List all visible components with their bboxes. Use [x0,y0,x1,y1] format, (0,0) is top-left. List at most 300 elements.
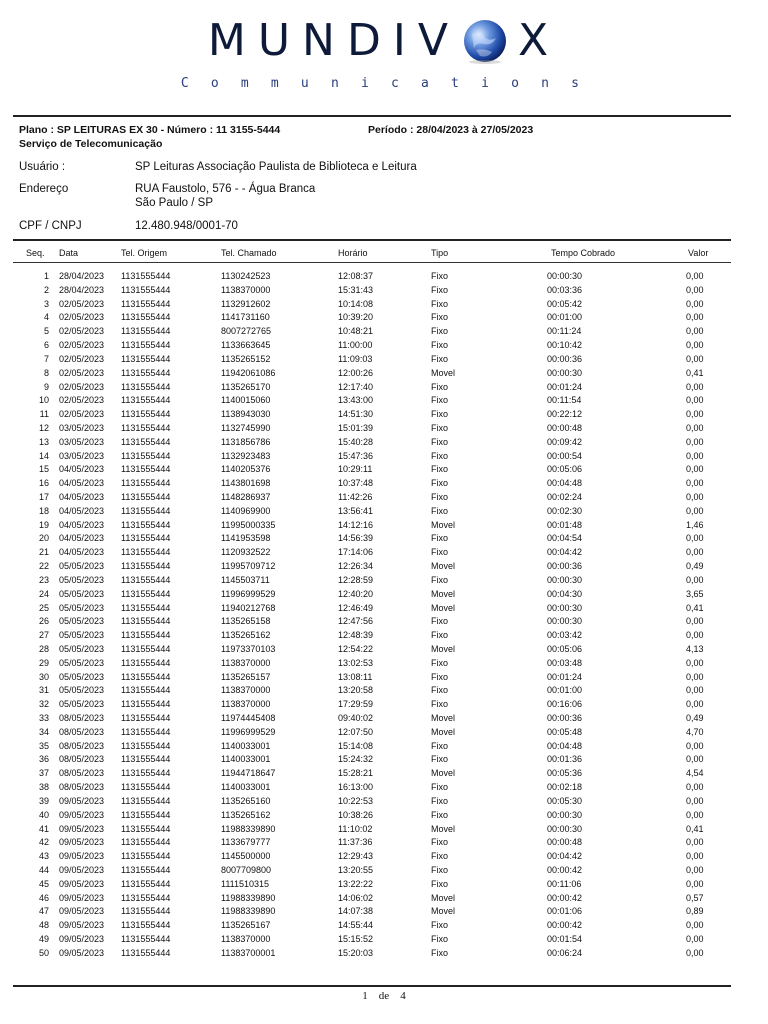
cell-time: 13:08:11 [338,671,373,682]
cell-value: 0,00 [686,878,704,889]
cell-origin: 1131555444 [121,754,171,765]
cell-called: 1140205376 [221,464,271,475]
cell-value: 0,00 [686,864,704,875]
cell-seq: 35 [38,740,49,751]
cell-seq: 4 [43,312,49,323]
cell-seq: 24 [38,588,49,599]
cell-seq: 20 [38,533,49,544]
col-header-called: Tel. Chamado [221,248,277,258]
cell-time: 14:51:30 [338,409,374,420]
cell-type: Fixo [431,340,449,351]
page-current: 1 [362,990,368,1002]
cell-origin: 1131555444 [121,574,171,585]
cell-seq: 39 [38,795,49,806]
cell-time: 12:00:26 [338,367,374,378]
cell-type: Fixo [431,450,449,461]
cell-time: 15:14:08 [338,740,374,751]
cell-time: 11:10:02 [338,823,373,834]
col-header-type: Tipo [431,248,449,258]
cell-type: Fixo [431,630,449,641]
cell-origin: 1131555444 [121,547,171,558]
cell-type: Fixo [431,782,449,793]
cell-time: 12:28:59 [338,574,374,585]
cell-type: Fixo [431,740,449,751]
cell-value: 0,00 [686,340,704,351]
table-row [0,381,768,395]
cell-origin: 1131555444 [121,340,171,351]
cell-duration: 00:00:42 [547,864,583,875]
bottom-divider [13,985,731,987]
brand-name-part1: MUNDIV [207,15,460,66]
cell-duration: 00:01:06 [547,906,583,917]
table-row [0,823,768,837]
cell-origin: 1131555444 [121,478,171,489]
cell-called: 1135265157 [221,671,271,682]
cell-duration: 00:03:36 [547,284,583,295]
cell-type: Fixo [431,685,449,696]
col-header-origin: Tel. Origem [121,248,168,258]
cell-origin: 1131555444 [121,768,171,779]
table-row [0,422,768,436]
cell-type: Movel [431,906,456,917]
cell-called: 1133663645 [221,340,271,351]
cell-date: 03/05/2023 [59,450,105,461]
cell-origin: 1131555444 [121,630,171,641]
cell-called: 1138370000 [221,657,271,668]
cell-date: 04/05/2023 [59,519,105,530]
cell-time: 12:17:40 [338,381,374,392]
table-row [0,740,768,754]
cell-value: 0,00 [686,505,704,516]
cell-seq: 28 [38,643,49,654]
cell-seq: 47 [38,906,49,917]
cell-value: 4,70 [686,726,704,737]
cell-type: Fixo [431,837,449,848]
cell-value: 0,00 [686,934,704,944]
table-row [0,781,768,795]
cell-origin: 1131555444 [121,271,171,281]
cell-type: Fixo [431,934,449,944]
cell-duration: 00:11:06 [547,878,582,889]
cell-origin: 1131555444 [121,298,171,309]
cell-time: 15:24:32 [338,754,374,765]
cell-seq: 1 [43,271,49,281]
cell-seq: 50 [38,947,49,958]
cell-origin: 1131555444 [121,713,171,723]
cell-value: 0,00 [686,920,704,931]
cell-date: 09/05/2023 [59,851,105,862]
cell-date: 04/05/2023 [59,505,105,516]
cell-seq: 19 [38,519,49,530]
cell-seq: 18 [38,505,49,516]
cell-value: 0,00 [686,574,704,585]
cell-origin: 1131555444 [121,657,171,668]
cell-origin: 1131555444 [121,906,171,917]
cell-date: 05/05/2023 [59,685,105,696]
cell-date: 09/05/2023 [59,947,105,958]
cell-value: 0,00 [686,947,704,958]
table-row [0,339,768,353]
cell-duration: 00:05:06 [547,464,583,475]
cell-type: Fixo [431,533,449,544]
table-row [0,919,768,933]
cell-value: 0,00 [686,271,704,281]
cell-date: 09/05/2023 [59,892,105,903]
cell-seq: 2 [43,284,49,295]
cell-called: 1135265170 [221,381,271,392]
cell-called: 11995000335 [221,519,276,530]
cell-value: 0,00 [686,671,704,682]
cell-time: 11:09:03 [338,353,373,364]
cpf-value: 12.480.948/0001-70 [135,220,238,232]
cell-type: Fixo [431,326,449,337]
cell-origin: 1131555444 [121,892,171,903]
table-row [0,753,768,767]
cell-seq: 9 [43,381,49,392]
cell-value: 0,00 [686,616,704,627]
cell-called: 1111510315 [221,878,270,889]
cell-value: 4,13 [686,643,704,654]
cell-seq: 17 [38,492,49,502]
table-row [0,588,768,602]
table-row [0,698,768,712]
cell-origin: 1131555444 [121,837,171,848]
cell-time: 13:20:58 [338,685,374,696]
cell-date: 04/05/2023 [59,547,105,558]
cell-origin: 1131555444 [121,809,171,820]
table-row [0,850,768,864]
cell-time: 10:38:26 [338,809,374,820]
cell-duration: 00:04:30 [547,588,583,599]
table-row [0,394,768,408]
address-line1: RUA Faustolo, 576 - - Água Branca [135,183,316,195]
cell-type: Movel [431,367,456,378]
cell-duration: 00:04:48 [547,478,583,489]
cell-value: 0,00 [686,464,704,475]
cell-seq: 10 [38,395,49,406]
cell-seq: 14 [38,450,49,461]
cell-called: 1138943030 [221,409,271,420]
cell-date: 28/04/2023 [59,284,105,295]
cell-called: 11942061086 [221,367,276,378]
cell-duration: 00:16:06 [547,699,583,710]
col-header-date: Data [59,248,79,258]
table-row [0,905,768,919]
cell-time: 12:54:22 [338,643,374,654]
cell-value: 0,00 [686,381,704,392]
table-row [0,892,768,906]
cell-value: 0,00 [686,284,704,295]
cell-duration: 00:00:36 [547,353,583,364]
cell-duration: 00:01:00 [547,685,583,696]
cell-time: 10:29:11 [338,464,373,475]
call-table [0,270,768,961]
cell-seq: 45 [38,878,49,889]
cell-called: 11996999529 [221,726,276,737]
cell-origin: 1131555444 [121,643,171,654]
cell-type: Fixo [431,436,449,447]
cell-origin: 1131555444 [121,284,171,295]
cell-value: 0,41 [686,823,704,834]
address-line2: São Paulo / SP [135,197,213,209]
cell-value: 0,00 [686,685,704,696]
cell-called: 11944718647 [221,768,276,779]
page-indicator [0,990,768,1002]
cell-date: 02/05/2023 [59,395,105,406]
cell-seq: 44 [38,864,49,875]
cell-date: 02/05/2023 [59,367,105,378]
cell-date: 05/05/2023 [59,602,105,613]
cell-called: 1138370000 [221,685,271,696]
cell-origin: 1131555444 [121,795,171,806]
cell-type: Fixo [431,947,449,958]
cell-seq: 26 [38,616,49,627]
cell-seq: 32 [38,699,49,710]
cell-seq: 37 [38,768,49,779]
cell-type: Fixo [431,464,449,475]
cell-time: 11:37:36 [338,837,373,848]
cell-value: 0,00 [686,795,704,806]
table-row [0,491,768,505]
cell-seq: 29 [38,657,49,668]
table-row [0,643,768,657]
cell-duration: 00:02:30 [547,505,583,516]
cell-date: 09/05/2023 [59,920,105,931]
cell-called: 1120932522 [221,547,271,558]
cell-type: Fixo [431,657,449,668]
cell-duration: 00:01:54 [547,934,583,944]
table-row [0,298,768,312]
cell-type: Movel [431,519,456,530]
cell-value: 0,00 [686,740,704,751]
cell-time: 12:29:43 [338,851,374,862]
cell-date: 09/05/2023 [59,795,105,806]
cell-seq: 48 [38,920,49,931]
cell-duration: 00:00:30 [547,809,583,820]
table-row [0,615,768,629]
cell-duration: 00:00:36 [547,713,583,723]
cell-called: 1131856786 [221,436,271,447]
cell-called: 8007272765 [221,326,272,337]
cell-time: 14:06:02 [338,892,374,903]
table-row [0,532,768,546]
cell-origin: 1131555444 [121,326,171,337]
cell-origin: 1131555444 [121,851,171,862]
cell-date: 04/05/2023 [59,464,105,475]
cell-time: 13:43:00 [338,395,374,406]
cell-called: 11996999529 [221,588,276,599]
cell-time: 15:20:03 [338,947,374,958]
cell-duration: 00:05:36 [547,768,583,779]
cell-duration: 00:01:24 [547,671,583,682]
cell-duration: 00:00:54 [547,450,583,461]
cell-called: 1140015060 [221,395,271,406]
cell-type: Movel [431,713,456,723]
cell-type: Fixo [431,616,449,627]
cell-origin: 1131555444 [121,878,171,889]
cell-duration: 00:00:30 [547,616,583,627]
cell-called: 1135265167 [221,920,271,931]
cell-origin: 1131555444 [121,602,171,613]
cell-date: 08/05/2023 [59,768,105,779]
cell-seq: 43 [38,851,49,862]
cell-date: 05/05/2023 [59,561,105,572]
table-row [0,436,768,450]
cell-type: Fixo [431,395,449,406]
cell-origin: 1131555444 [121,726,171,737]
table-row [0,795,768,809]
cell-value: 0,00 [686,657,704,668]
cell-duration: 00:05:06 [547,643,583,654]
cell-value: 0,00 [686,782,704,793]
table-row [0,684,768,698]
table-row [0,836,768,850]
cell-time: 09:40:02 [338,713,374,723]
cell-value: 3,65 [686,588,704,599]
cell-duration: 00:04:48 [547,740,583,751]
cell-time: 11:00:00 [338,340,373,351]
cell-value: 0,41 [686,367,704,378]
cell-date: 09/05/2023 [59,934,105,944]
cell-origin: 1131555444 [121,312,171,323]
cell-seq: 49 [38,934,49,944]
cell-date: 02/05/2023 [59,298,105,309]
cell-time: 12:07:50 [338,726,374,737]
cell-time: 12:47:56 [338,616,374,627]
cell-date: 08/05/2023 [59,782,105,793]
cell-value: 0,89 [686,906,704,917]
cell-value: 0,00 [686,851,704,862]
cell-type: Movel [431,823,456,834]
cell-called: 1135265162 [221,809,271,820]
cell-origin: 1131555444 [121,740,171,751]
cell-date: 05/05/2023 [59,574,105,585]
plan-number: Plano : SP LEITURAS EX 30 - Número : 11 3155-5444 [19,124,281,136]
cell-duration: 00:04:42 [547,851,583,862]
cell-value: 0,00 [686,699,704,710]
cell-origin: 1131555444 [121,616,171,627]
cell-type: Fixo [431,298,449,309]
cell-duration: 00:00:48 [547,422,583,433]
cell-date: 03/05/2023 [59,436,105,447]
cell-called: 1145500000 [221,851,271,862]
cell-origin: 1131555444 [121,588,171,599]
cell-time: 15:31:43 [338,284,374,295]
cell-duration: 00:11:24 [547,326,582,337]
table-row [0,712,768,726]
table-row [0,519,768,533]
cell-seq: 12 [38,422,49,433]
cell-origin: 1131555444 [121,947,171,958]
cell-date: 04/05/2023 [59,492,105,502]
cell-time: 15:15:52 [338,934,374,944]
cell-origin: 1131555444 [121,864,171,875]
cell-date: 05/05/2023 [59,630,105,641]
cell-date: 09/05/2023 [59,878,105,889]
col-header-duration: Tempo Cobrado [551,248,616,258]
cell-type: Fixo [431,312,449,323]
cell-type: Fixo [431,353,449,364]
cell-origin: 1131555444 [121,533,171,544]
page-total: 4 [400,990,406,1002]
cell-origin: 1131555444 [121,450,171,461]
cell-date: 02/05/2023 [59,409,105,420]
cell-type: Movel [431,561,456,572]
cell-time: 13:02:53 [338,657,374,668]
table-row [0,353,768,367]
cell-type: Fixo [431,409,449,420]
cell-type: Fixo [431,809,449,820]
cell-time: 10:48:21 [338,326,374,337]
cell-time: 11:42:26 [338,492,373,502]
cell-seq: 11 [39,409,49,420]
cell-called: 1140033001 [221,754,271,765]
cell-seq: 16 [38,478,49,489]
cell-called: 1138370000 [221,699,271,710]
cell-date: 09/05/2023 [59,906,105,917]
cell-seq: 8 [43,367,49,378]
cell-type: Fixo [431,795,449,806]
cell-seq: 31 [38,685,49,696]
cell-type: Fixo [431,547,449,558]
table-row [0,505,768,519]
cell-time: 15:28:21 [338,768,374,779]
cell-origin: 1131555444 [121,699,171,710]
cell-type: Movel [431,726,456,737]
cell-date: 08/05/2023 [59,740,105,751]
cell-called: 1148286937 [221,492,271,502]
cell-date: 09/05/2023 [59,809,105,820]
cell-called: 1132923483 [221,450,271,461]
cell-type: Fixo [431,574,449,585]
table-row [0,311,768,325]
cell-called: 1141731160 [221,312,270,323]
cell-value: 4,54 [686,768,704,779]
table-row [0,809,768,823]
cell-seq: 21 [38,547,49,558]
cell-seq: 38 [38,782,49,793]
cell-date: 09/05/2023 [59,864,105,875]
cell-called: 11974445408 [221,713,276,723]
cell-duration: 00:01:48 [547,519,583,530]
cell-value: 0,00 [686,298,704,309]
cell-seq: 34 [38,726,49,737]
table-row [0,726,768,740]
table-row [0,602,768,616]
cell-date: 08/05/2023 [59,726,105,737]
cell-origin: 1131555444 [121,505,171,516]
cell-duration: 00:00:42 [547,920,583,931]
table-row [0,560,768,574]
cell-origin: 1131555444 [121,920,171,931]
cell-called: 1130242523 [221,271,271,281]
cell-type: Fixo [431,671,449,682]
cell-origin: 1131555444 [121,395,171,406]
cell-duration: 00:11:54 [547,395,582,406]
cell-origin: 1131555444 [121,381,171,392]
cell-called: 1132745990 [221,422,271,433]
table-row [0,325,768,339]
cell-type: Fixo [431,505,449,516]
table-row [0,878,768,892]
cell-time: 12:40:20 [338,588,374,599]
cell-type: Movel [431,892,456,903]
cell-origin: 1131555444 [121,519,171,530]
cell-time: 12:08:37 [338,271,374,281]
cell-type: Fixo [431,920,449,931]
cell-duration: 00:05:30 [547,795,583,806]
cell-type: Fixo [431,864,449,875]
